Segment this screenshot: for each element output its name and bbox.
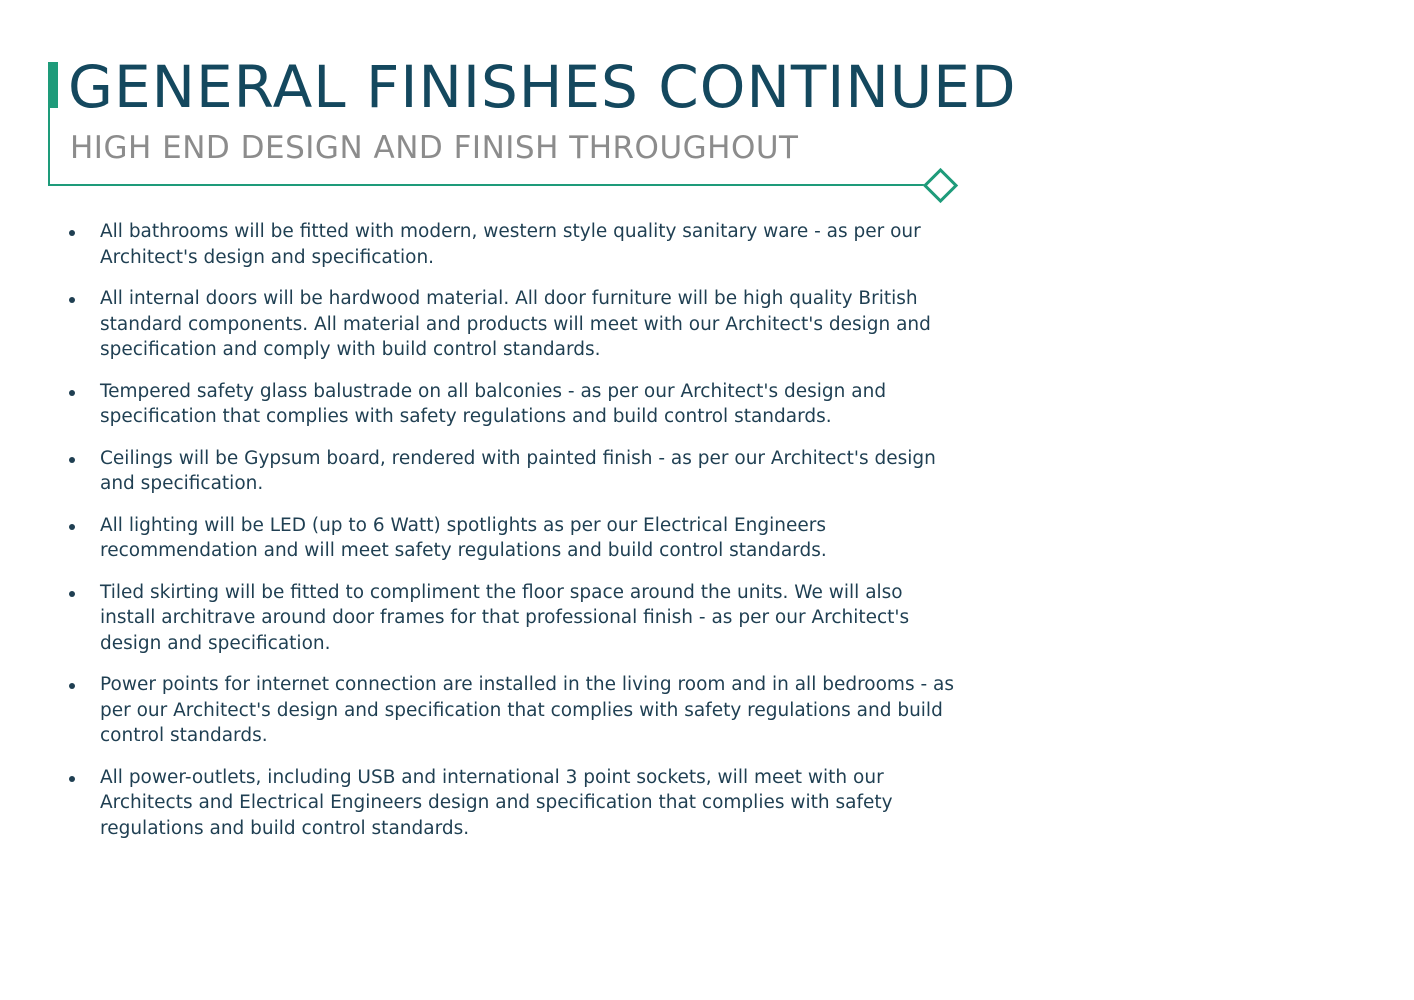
bullet-icon [69, 776, 75, 782]
page-title: GENERAL FINISHES CONTINUED [68, 53, 1017, 121]
list-item [66, 580, 956, 657]
header-divider-line [48, 184, 924, 186]
list-item-text: All internal doors will be hardwood material. All door furniture will be high quality British standard components. All material and products will meet with our Architect's design and specification and comply with build control standards. [100, 288, 931, 360]
page-subtitle: HIGH END DESIGN AND FINISH THROUGHOUT [70, 130, 799, 166]
list-item [66, 286, 956, 363]
bullet-icon [69, 524, 75, 530]
list-item [66, 513, 956, 564]
list-item [66, 672, 956, 749]
list-item [66, 765, 956, 842]
bullet-icon [69, 390, 75, 396]
list-item [66, 379, 956, 430]
list-item-text: Tiled skirting will be fitted to compliment the floor space around the units. We will also install architrave around door frames for that professional finish - as per our Architect's design and specification. [100, 581, 910, 654]
list-item-text: All lighting will be LED (up to 6 Watt) spotlights as per our Electrical Engineers recommendation and will meet safety regulations and build control standards. [100, 514, 827, 561]
bullet-icon [69, 683, 75, 689]
list-item-text: All bathrooms will be fitted with modern, western style quality sanitary ware - as per our Architect's design and specification. [100, 221, 921, 268]
list-item-text: All power-outlets, including USB and international 3 point sockets, will meet with our Architects and Electrical Engineers design and specification that complies with safety regulations and build control standards. [100, 766, 893, 839]
finishes-bullet-list [66, 219, 956, 857]
bullet-icon [69, 297, 75, 303]
list-item [66, 219, 956, 270]
title-accent-bar [48, 62, 58, 108]
list-item [66, 446, 956, 497]
bullet-icon [69, 591, 75, 597]
header-frame-vertical-line [48, 108, 50, 186]
bullet-icon [69, 457, 75, 463]
list-item-text: Tempered safety glass balustrade on all balconies - as per our Architect's design and specification that complies with safety regulations and build control standards. [100, 380, 887, 427]
diamond-ornament-icon [923, 168, 958, 203]
bullet-icon [69, 230, 75, 236]
list-item-text: Ceilings will be Gypsum board, rendered with painted finish - as per our Architect's design and specification. [100, 447, 936, 494]
list-item-text: Power points for internet connection are installed in the living room and in all bedrooms - as per our Architect's design and specification that complies with safety regulations and build control standards. [100, 674, 954, 746]
